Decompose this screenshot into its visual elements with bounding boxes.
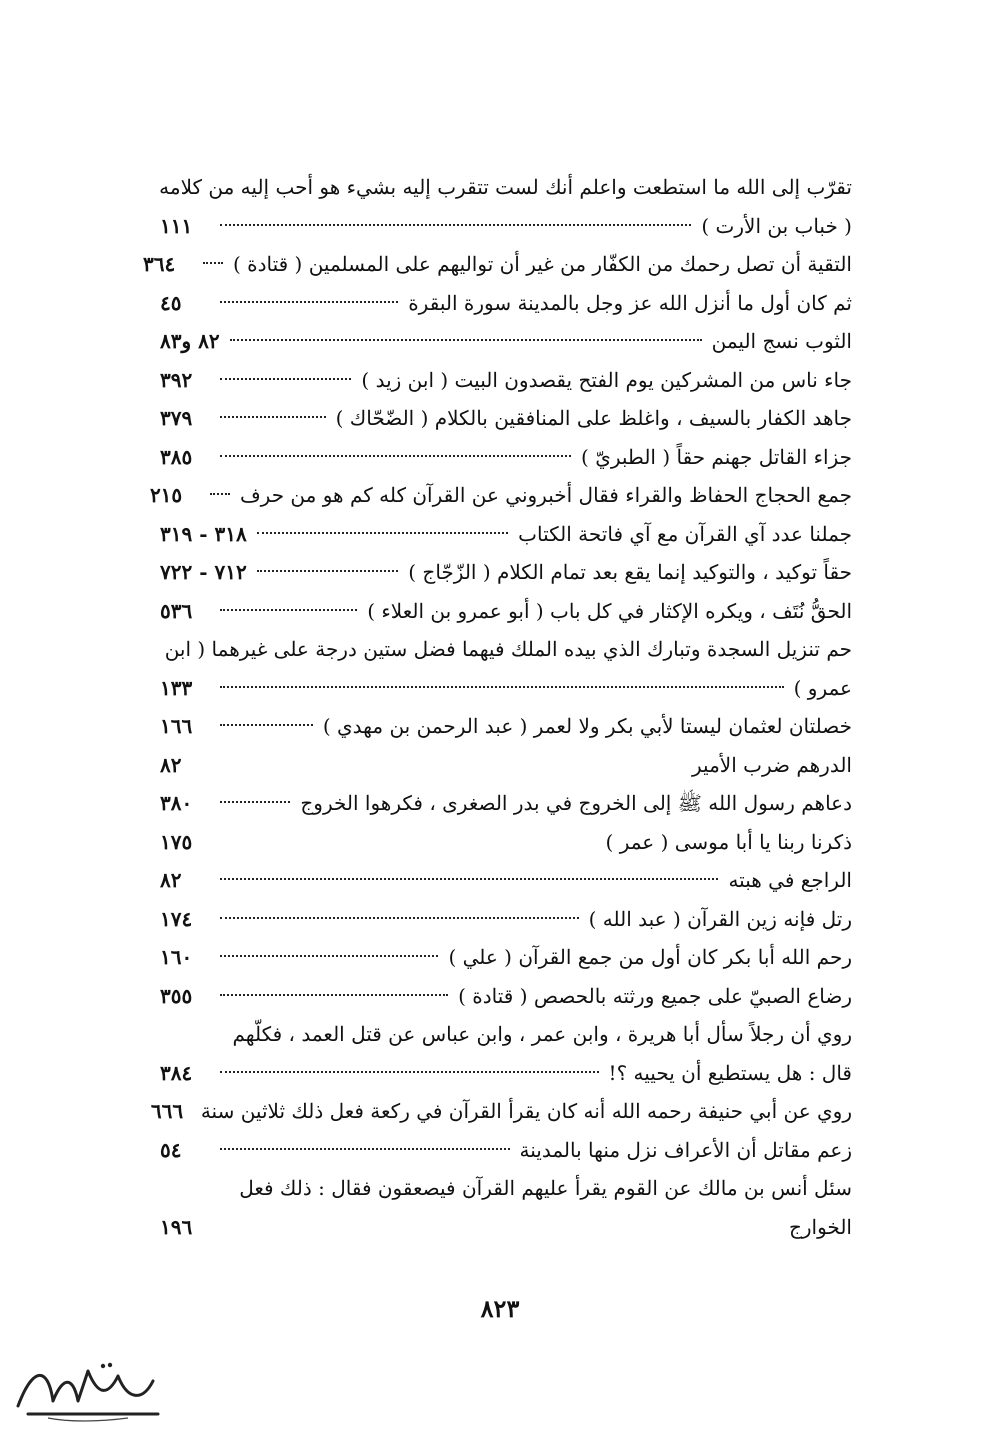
index-entry	[160, 1054, 852, 1093]
index-entry	[160, 669, 852, 708]
index-entry	[160, 284, 852, 323]
index-entry	[160, 977, 852, 1016]
dot-leader	[220, 994, 448, 996]
entry-text: ( خباب بن الأرت )	[701, 213, 852, 238]
entry-page-number: ٦٦٦	[150, 1099, 184, 1123]
index-entry	[142, 245, 852, 284]
entry-text: الراجع في هبته	[728, 868, 852, 892]
entry-text: الحقُّ نُتَف ، ويكره الإكثار في كل باب ( أبو عمرو بن العلاء )	[367, 598, 852, 623]
index-entry	[160, 399, 852, 438]
entry-text: قال : هل يستطيع أن يحييه ؟!	[608, 1060, 852, 1085]
entry-text: جملنا عدد آي القرآن مع آي فاتحة الكتاب	[518, 521, 852, 546]
entry-page-number: ٥٤	[160, 1137, 182, 1162]
entry-page-number: ٨٢	[160, 752, 182, 777]
entry-page-number: ٣١٨ - ٣١٩	[160, 521, 247, 546]
entry-text: خصلتان لعثمان ليستا لأبي بكر ولا لعمر ( عبد الرحمن بن مهدي )	[322, 714, 852, 738]
entry-text: رضاع الصبيّ على جميع ورثته بالحصص ( قتادة )	[458, 983, 852, 1008]
entry-page-number: ١٧٥	[160, 829, 193, 854]
dot-leader	[220, 878, 718, 880]
index-entry	[160, 515, 852, 554]
entry-text: ذكرنا ربنا يا أبا موسى ( عمر )	[605, 829, 852, 854]
entry-page-number: ٣٦٤	[142, 252, 176, 276]
entry-page-number: ١٩٦	[160, 1214, 193, 1239]
entry-text: جاء ناس من المشركين يوم الفتح يقصدون البيت ( ابن زيد )	[361, 367, 852, 392]
entry-page-number: ٢١٥	[149, 483, 183, 507]
entry-page-number: ٣٨٠	[160, 791, 193, 815]
dot-leader	[257, 570, 399, 572]
entry-text: التقية أن تصل رحمك من الكفّار من غير أن تواليهم على المسلمين ( قتادة )	[232, 252, 852, 276]
entry-page-number: ٥٣٦	[160, 598, 193, 623]
index-entry: سئل أنس بن مالك عن القوم يقرأ عليهم القرآن فيصعقون فقال : ذلك فعل	[239, 1176, 852, 1200]
dot-leader	[257, 532, 508, 534]
dot-leader	[220, 686, 784, 688]
index-entry	[160, 900, 852, 939]
index-entry	[160, 707, 852, 746]
entry-text: روي عن أبي حنيفة رحمه الله أنه كان يقرأ القرآن في ركعة فعل ذلك ثلاثين سنة	[200, 1099, 852, 1123]
signature-stamp	[8, 1356, 168, 1426]
entry-page-number: ١١١	[160, 213, 193, 238]
entry-text: الخوارج	[788, 1214, 852, 1239]
dot-leader	[203, 262, 223, 264]
index-entry: حم تنزيل السجدة وتبارك الذي بيده الملك فيهما فضل ستين درجة على غيرهما ( ابن	[164, 637, 852, 661]
index-entry	[160, 438, 852, 477]
dot-leader	[230, 339, 702, 341]
entry-page-number: ٣٨٤	[160, 1060, 193, 1085]
dot-leader	[220, 301, 398, 303]
entry-page-number: ٧١٢ - ٧٢٢	[160, 560, 247, 584]
entry-text: رتل فإنه زين القرآن ( عبد الله )	[588, 906, 852, 931]
dot-leader	[220, 1071, 599, 1073]
dot-leader	[220, 378, 351, 380]
entry-page-number: ٤٥	[160, 290, 182, 315]
entry-text: عمرو )	[793, 675, 852, 700]
entry-page-number: ٣٥٥	[160, 983, 193, 1008]
index-entry	[160, 746, 852, 785]
entry-page-number: ٨٢ و٨٣	[160, 329, 220, 353]
entry-page-number: ٣٧٩	[160, 406, 193, 430]
entry-text: الدرهم ضرب الأمير	[692, 752, 852, 777]
entry-text: جمع الحجاج الحفاظ والقراء فقال أخبروني عن القرآن كله كم هو من حرف	[239, 483, 852, 507]
dot-leader	[220, 416, 326, 418]
dot-leader	[220, 1148, 510, 1150]
entry-text: حقاً توكيد ، والتوكيد إنما يقع بعد تمام الكلام ( الزّجّاج )	[408, 560, 852, 584]
dot-leader	[220, 724, 313, 726]
index-entry	[160, 784, 852, 823]
index-entry	[149, 476, 852, 515]
entry-text: جزاء القاتل جهنم حقاً ( الطبريّ )	[581, 444, 852, 469]
entry-page-number: ٨٢	[160, 868, 182, 892]
entry-text: زعم مقاتل أن الأعراف نزل منها بالمدينة	[519, 1137, 852, 1162]
dot-leader	[220, 609, 357, 611]
entry-page-number: ١٦٠	[160, 945, 193, 969]
entry-page-number: ٣٩٢	[160, 367, 193, 392]
entry-page-number: ١٧٤	[160, 906, 193, 931]
dot-leader	[220, 224, 691, 226]
entry-text: الثوب نسج اليمن	[711, 329, 852, 353]
dot-leader	[210, 493, 230, 495]
index-entry	[160, 361, 852, 400]
entry-page-number: ١٦٦	[160, 714, 193, 738]
entry-text: رحم الله أبا بكر كان أول من جمع القرآن ( علي )	[448, 945, 852, 969]
dot-leader	[220, 917, 579, 919]
index-entry	[160, 823, 852, 862]
quotation-index-list	[142, 168, 852, 1246]
entry-text: دعاهم رسول الله ﷺ إلى الخروج في بدر الصغرى ، فكرهوا الخروج	[300, 791, 852, 815]
entry-text: جاهد الكفار بالسيف ، واغلظ على المنافقين بالكلام ( الضّحّاك )	[335, 406, 852, 430]
index-entry	[160, 553, 852, 592]
index-entry	[160, 1131, 852, 1170]
dot-leader	[220, 955, 438, 957]
index-entry	[160, 592, 852, 631]
index-entry: تقرّب إلى الله ما استطعت واعلم أنك لست تتقرب إليه بشيء هو أحب إليه من كلامه	[159, 175, 852, 199]
index-entry: روي أن رجلاً سأل أبا هريرة ، وابن عمر ، وابن عباس عن قتل العمد ، فكلّهم	[232, 1022, 852, 1046]
index-entry	[160, 861, 852, 900]
dot-leader	[220, 455, 571, 457]
index-entry	[160, 207, 852, 246]
index-entry	[160, 938, 852, 977]
dot-leader	[220, 801, 290, 803]
index-entry	[150, 1092, 852, 1131]
page-number: ٨٢٣	[480, 1294, 520, 1323]
entry-page-number: ٣٨٥	[160, 444, 193, 469]
entry-text: ثم كان أول ما أنزل الله عز وجل بالمدينة سورة البقرة	[408, 290, 852, 315]
index-entry	[160, 322, 852, 361]
index-entry	[160, 1208, 852, 1247]
entry-page-number: ١٣٣	[160, 675, 193, 700]
